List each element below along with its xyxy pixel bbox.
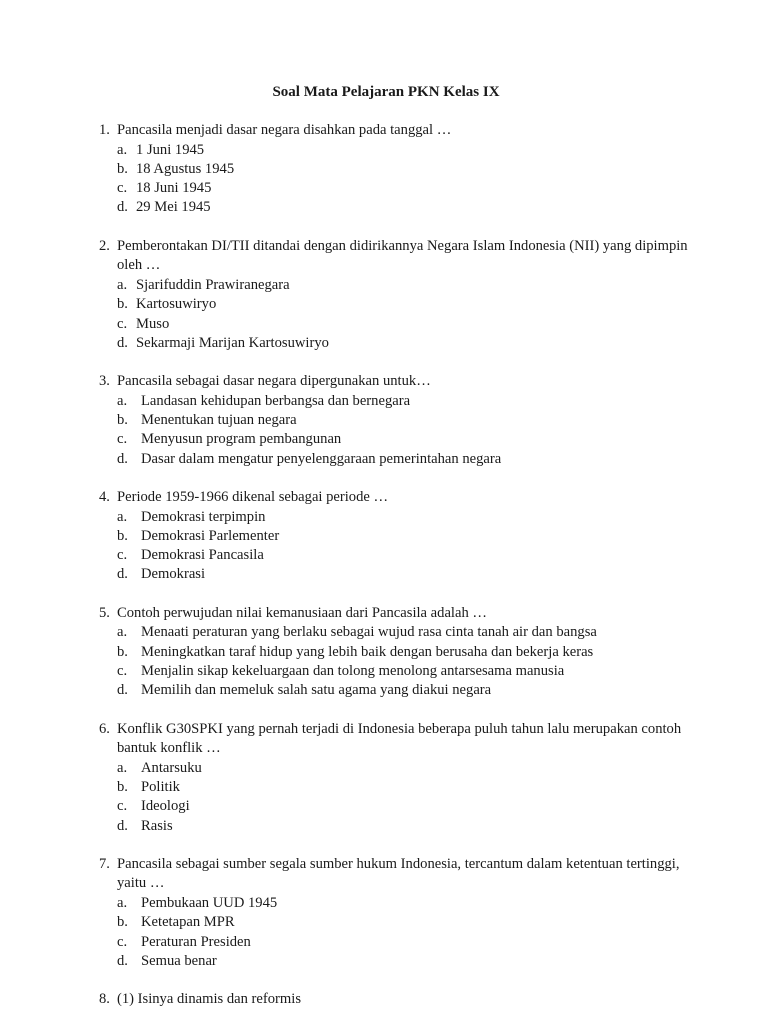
option-b xyxy=(0,411,768,430)
option-a xyxy=(0,392,768,411)
option-letter: a. xyxy=(117,508,128,525)
option-text: Sjarifuddin Prawiranegara xyxy=(136,276,290,293)
option-letter: a. xyxy=(117,759,128,776)
option-text: Ketetapan MPR xyxy=(141,914,235,931)
option-d xyxy=(0,952,768,971)
option-letter: a. xyxy=(117,276,128,293)
option-a xyxy=(0,508,768,527)
question-prompt: Pancasila sebagai dasar negara dipergunakan untuk… xyxy=(117,373,431,390)
question-list xyxy=(0,121,768,1029)
option-text: Memilih dan memeluk salah satu agama yang diakui negara xyxy=(141,682,492,699)
option-b xyxy=(0,643,768,662)
question-text xyxy=(0,121,768,141)
option-a xyxy=(0,623,768,642)
option-letter: a. xyxy=(117,895,128,912)
option-text: Peraturan Presiden xyxy=(141,933,251,950)
question-number: 5. xyxy=(99,604,110,621)
option-text: Menyusun program pembangunan xyxy=(141,431,342,448)
option-a xyxy=(0,141,768,160)
option-letter: d. xyxy=(117,199,128,216)
option-letter: a. xyxy=(117,624,128,641)
option-text: Meningkatkan taraf hidup yang lebih baik dengan berusaha dan bekerja keras xyxy=(141,643,594,660)
question-number: 4. xyxy=(99,488,110,505)
option-c xyxy=(0,179,768,198)
option-text: Demokrasi Parlementer xyxy=(141,527,280,544)
option-letter: c. xyxy=(117,933,128,950)
option-text: 18 Juni 1945 xyxy=(136,180,212,197)
question-8 xyxy=(0,990,768,1010)
option-d xyxy=(0,198,768,217)
option-b xyxy=(0,778,768,797)
question-prompt: Pancasila sebagai sumber segala sumber hukum Indonesia, tercantum dalam ketentuan tertinggi, yaitu … xyxy=(117,855,680,892)
option-text: Rasis xyxy=(141,817,173,834)
question-text xyxy=(0,990,768,1010)
question-1 xyxy=(0,121,768,218)
question-6 xyxy=(0,720,768,836)
option-text: Ideologi xyxy=(141,798,190,815)
question-prompt: Periode 1959-1966 dikenal sebagai periode … xyxy=(117,488,389,505)
question-text xyxy=(0,720,768,759)
option-letter: d. xyxy=(117,952,128,969)
question-prompt: Contoh perwujudan nilai kemanusiaan dari Pancasila adalah … xyxy=(117,604,488,621)
option-d xyxy=(0,450,768,469)
option-letter: d. xyxy=(117,817,128,834)
question-number: 1. xyxy=(99,122,110,138)
option-text: Landasan kehidupan berbangsa dan bernegara xyxy=(141,392,411,409)
option-letter: b. xyxy=(117,914,128,931)
option-text: Kartosuwiryo xyxy=(136,296,217,313)
option-b xyxy=(0,160,768,179)
option-text: Antarsuku xyxy=(141,759,202,776)
question-prompt: (1) Isinya dinamis dan reformis xyxy=(117,991,301,1008)
question-number: 8. xyxy=(99,991,110,1008)
option-letter: b. xyxy=(117,778,128,795)
question-text xyxy=(0,604,768,624)
question-number: 3. xyxy=(99,373,110,390)
option-d xyxy=(0,817,768,836)
option-text: 29 Mei 1945 xyxy=(136,199,211,216)
option-letter: c. xyxy=(117,662,128,679)
question-text xyxy=(0,488,768,508)
option-letter: c. xyxy=(117,180,128,197)
option-b xyxy=(0,913,768,932)
question-text xyxy=(0,855,768,894)
question-7 xyxy=(0,855,768,971)
option-c xyxy=(0,933,768,952)
option-text: Semua benar xyxy=(141,952,217,969)
option-letter: c. xyxy=(117,315,128,332)
option-text: Demokrasi Pancasila xyxy=(141,547,264,564)
option-letter: a. xyxy=(117,392,128,409)
option-c xyxy=(0,797,768,816)
question-5 xyxy=(0,604,768,701)
question-number: 6. xyxy=(99,720,110,737)
option-text: 18 Agustus 1945 xyxy=(136,160,235,177)
option-letter: d. xyxy=(117,334,128,351)
option-text: 1 Juni 1945 xyxy=(136,141,205,158)
option-text: Menaati peraturan yang berlaku sebagai wujud rasa cinta tanah air dan bangsa xyxy=(141,624,597,641)
option-a xyxy=(0,894,768,913)
option-letter: c. xyxy=(117,431,128,448)
option-c xyxy=(0,430,768,449)
option-text: Demokrasi terpimpin xyxy=(141,508,266,525)
option-text: Politik xyxy=(141,778,180,795)
question-2 xyxy=(0,237,768,353)
option-letter: b. xyxy=(117,643,128,660)
option-text: Pembukaan UUD 1945 xyxy=(141,895,278,912)
option-c xyxy=(0,546,768,565)
question-prompt: Pancasila menjadi dasar negara disahkan pada tanggal … xyxy=(117,122,452,138)
option-d xyxy=(0,681,768,700)
option-letter: b. xyxy=(117,160,128,177)
option-text: Menjalin sikap kekeluargaan dan tolong menolong antarsesama manusia xyxy=(141,662,565,679)
option-letter: b. xyxy=(117,296,128,313)
question-prompt: Pemberontakan DI/TII ditandai dengan didirikannya Negara Islam Indonesia (NII) yang dipimpin oleh … xyxy=(117,237,688,274)
question-text xyxy=(0,237,768,276)
option-letter: b. xyxy=(117,527,128,544)
question-4 xyxy=(0,488,768,585)
option-letter: c. xyxy=(117,798,128,815)
question-text xyxy=(0,372,768,392)
question-number: 7. xyxy=(99,855,110,872)
option-letter: d. xyxy=(117,566,128,583)
option-text: Dasar dalam mengatur penyelenggaraan pemerintahan negara xyxy=(141,450,502,467)
option-a xyxy=(0,276,768,295)
option-a xyxy=(0,759,768,778)
question-number: 2. xyxy=(99,237,110,254)
option-text: Sekarmaji Marijan Kartosuwiryo xyxy=(136,334,329,351)
option-letter: b. xyxy=(117,412,128,429)
option-letter: d. xyxy=(117,682,128,699)
option-d xyxy=(0,565,768,584)
option-letter: d. xyxy=(117,450,128,467)
question-3 xyxy=(0,372,768,469)
question-prompt: Konflik G30SPKI yang pernah terjadi di Indonesia beberapa puluh tahun lalu merupakan contoh bantuk konflik … xyxy=(117,720,682,757)
option-c xyxy=(0,315,768,334)
option-b xyxy=(0,295,768,314)
option-b xyxy=(0,527,768,546)
option-text: Muso xyxy=(136,315,170,332)
option-text: Menentukan tujuan negara xyxy=(141,412,297,429)
option-letter: c. xyxy=(117,547,128,564)
option-letter: a. xyxy=(117,141,128,158)
option-d xyxy=(0,334,768,353)
option-text: Demokrasi xyxy=(141,566,206,583)
option-c xyxy=(0,662,768,681)
document-title: Soal Mata Pelajaran PKN Kelas IX xyxy=(272,84,500,100)
